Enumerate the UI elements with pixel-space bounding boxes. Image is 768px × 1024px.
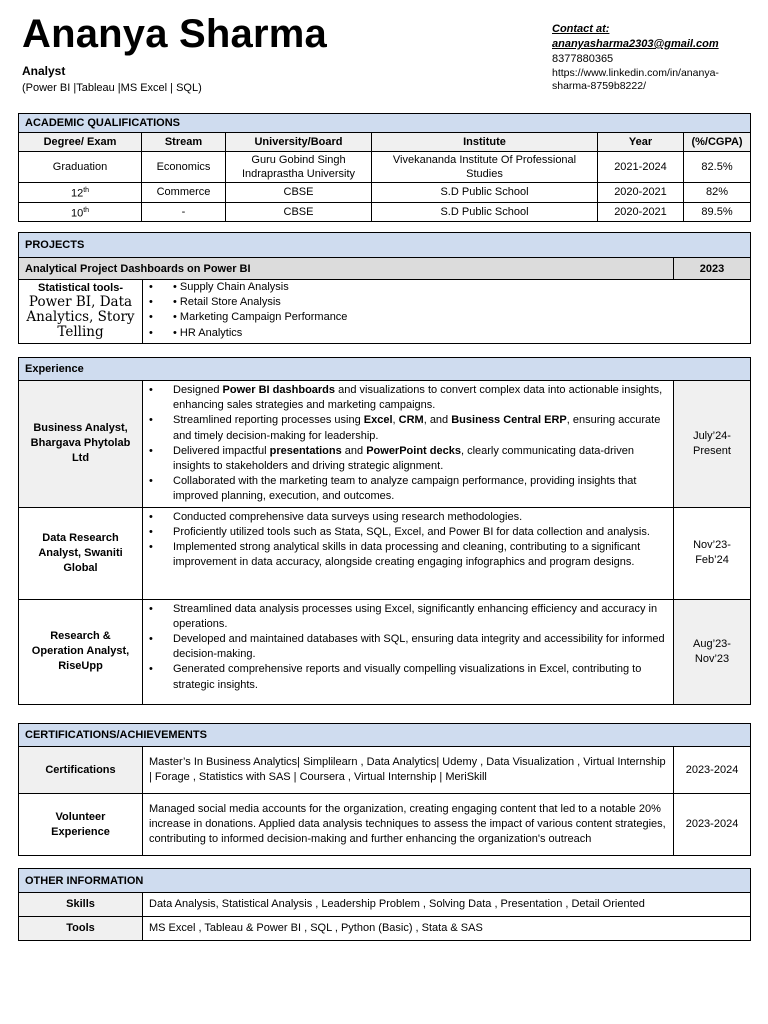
stream-cell: Economics [142, 152, 226, 183]
text-run: Designed [173, 384, 223, 396]
score-cell: 82.5% [684, 152, 751, 183]
text-run: CRM [398, 414, 424, 427]
project-items-cell [143, 280, 751, 344]
list-item [149, 383, 673, 413]
list-item: • Streamlined data analysis processes using Excel, significantly enhancing efficiency and accuracy in operations. [149, 602, 673, 632]
project-year: 2023 [674, 258, 751, 280]
list-item [149, 444, 673, 474]
certifications-title: CERTIFICATIONS/ACHIEVEMENTS [19, 724, 751, 747]
col-header: Stream [142, 133, 226, 152]
list-item: • • Supply Chain Analysis [149, 280, 750, 295]
job-bullets [143, 600, 673, 695]
degree-cell [19, 202, 142, 222]
contact-linkedin-link[interactable] [552, 67, 752, 93]
text-run: PowerPoint decks [366, 444, 461, 457]
list-item: • Collaborated with the marketing team to analyze campaign performance, providing insights that improved planning, execution, and outcomes. [149, 474, 673, 504]
table-row [19, 917, 751, 941]
list-item [149, 413, 673, 443]
board-cell: CBSE [226, 183, 372, 203]
score-cell: 89.5% [684, 202, 751, 222]
text-run: Delivered impactful [173, 444, 270, 457]
text-run: Streamlined reporting processes using [173, 414, 364, 427]
board-cell: CBSE [226, 202, 372, 222]
list-item: • Conducted comprehensive data surveys using research methodologies. [149, 510, 673, 525]
degree-cell [19, 183, 142, 203]
institute-cell: S.D Public School [372, 183, 598, 203]
table-row [19, 507, 751, 599]
stream-cell: - [142, 202, 226, 222]
contact-phone: 8377880365 [552, 53, 614, 65]
project-tools-value: Power BI, Data Analytics, Story Telling [26, 294, 135, 341]
job-period: Aug’23- Nov’23 [674, 599, 751, 704]
skills-label: Skills [19, 893, 143, 917]
list-item: • • HR Analytics [149, 326, 750, 341]
institute-cell: S.D Public School [372, 202, 598, 222]
table-row [19, 183, 751, 203]
board-cell: Guru Gobind Singh Indraprastha University [226, 152, 372, 183]
table-row [19, 202, 751, 222]
other-info-title: OTHER INFORMATION [19, 869, 751, 893]
academics-title: ACADEMIC QUALIFICATIONS [19, 114, 751, 133]
table-row [19, 152, 751, 183]
job-bullets-cell [143, 381, 674, 508]
degree-sup: th [83, 206, 90, 214]
cert-label: Volunteer Experience [19, 794, 143, 856]
project-items-list [143, 280, 750, 343]
list-item: • • Marketing Campaign Performance [149, 310, 750, 325]
text-run: , clearly communicating data-driven insights to stakeholders and driving strategic alignment. [173, 444, 634, 473]
experience-table [18, 357, 751, 705]
projects-table [18, 232, 751, 344]
job-role: Data Research Analyst, Swaniti Global [19, 507, 143, 599]
degree-cell: Graduation [19, 152, 142, 183]
cert-text: Managed social media accounts for the organization, creating engaging content that led to a notable 20% increase in donations. Applied data analysis techniques to assess the impact of various content strategies, contributing to informed decision-making and further enhancing the organization's outreach [143, 794, 674, 856]
linkedin-line-1: https://www.linkedin.com/in/ananya- [552, 67, 719, 79]
table-row [19, 747, 751, 794]
text-run: and [341, 444, 367, 457]
col-header: (%/CGPA) [684, 133, 751, 152]
tools-value: MS Excel , Tableau & Power BI , SQL , Python (Basic) , Stata & SAS [143, 917, 751, 941]
list-item: • Proficiently utilized tools such as Stata, SQL, Excel, and Power BI for data collection and analysis. [149, 525, 673, 540]
col-header: Degree/ Exam [19, 133, 142, 152]
table-row [19, 794, 751, 856]
linkedin-line-2: sharma-8759b8222/ [552, 80, 646, 92]
certifications-table [18, 723, 751, 856]
stream-cell: Commerce [142, 183, 226, 203]
contact-email-link[interactable]: ananyasharma2303@gmail.com [552, 38, 719, 50]
list-item: • • Retail Store Analysis [149, 295, 750, 310]
text-run: Excel [363, 414, 393, 427]
cert-period: 2023-2024 [674, 747, 751, 794]
project-tools-cell [19, 280, 143, 344]
other-info-table [18, 868, 751, 941]
table-row [19, 893, 751, 917]
institute-cell: Vivekananda Institute Of Professional Studies [372, 152, 598, 183]
year-cell: 2020-2021 [598, 202, 684, 222]
contact-block [552, 22, 752, 93]
job-bullets-cell [143, 507, 674, 599]
academics-header-row [19, 133, 751, 152]
experience-title: Experience [19, 358, 751, 381]
projects-title: PROJECTS [19, 233, 751, 258]
score-cell: 82% [684, 183, 751, 203]
cert-text: Master’s In Business Analytics| Simplilearn , Data Analytics| Udemy , Data Visualization , Virtual Internship | Forage , Statistics with SAS | Coursera , Virtual Internship | MeriSkill [143, 747, 674, 794]
list-item: • Generated comprehensive reports and visually compelling visualizations in Excel, contributing to strategic insights. [149, 662, 673, 692]
job-period: Nov’23- Feb’24 [674, 507, 751, 599]
year-cell: 2021-2024 [598, 152, 684, 183]
tools-label: Tools [19, 917, 143, 941]
job-bullets-cell [143, 599, 674, 704]
academics-table [18, 113, 751, 222]
job-role: Research & Operation Analyst, RiseUpp [19, 599, 143, 704]
year-cell: 2020-2021 [598, 183, 684, 203]
contact-label: Contact at: [552, 23, 610, 35]
job-role: Business Analyst, Bhargava Phytolab Ltd [19, 381, 143, 508]
candidate-name: Ananya Sharma [22, 12, 327, 56]
project-tools-label: Statistical tools- [38, 282, 123, 295]
degree-text: 12 [70, 187, 84, 200]
text-run: Power BI dashboards [222, 384, 336, 396]
degree-text: 10 [70, 207, 84, 220]
text-run: presentations [269, 444, 342, 457]
project-title: Analytical Project Dashboards on Power BI [19, 258, 674, 280]
text-run: , [392, 414, 399, 427]
text-run: , ensuring accurate and timely decision-making for leadership. [173, 414, 661, 442]
candidate-role: Analyst [22, 64, 66, 78]
degree-sup: th [83, 187, 90, 194]
text-run: and visualizations to convert complex data into actionable insights, enhancing sales strategies and marketing campaigns. [173, 384, 663, 412]
col-header: University/Board [226, 133, 372, 152]
col-header: Year [598, 133, 684, 152]
job-bullets [143, 381, 673, 507]
table-row [19, 599, 751, 704]
cert-period: 2023-2024 [674, 794, 751, 856]
list-item: • Implemented strong analytical skills in data processing and cleaning, contributing to a significant improvement in data accuracy, alongside creating engaging infographics and program designs. [149, 540, 673, 570]
text-run: , and [423, 414, 452, 427]
table-row [19, 381, 751, 508]
candidate-tools: (Power BI |Tableau |MS Excel | SQL) [22, 82, 202, 94]
skills-value: Data Analysis, Statistical Analysis , Leadership Problem , Solving Data , Presentation , Detail Oriented [143, 893, 751, 917]
list-item: • Developed and maintained databases with SQL, ensuring data integrity and accessibility for informed decision-making. [149, 632, 673, 662]
cert-label: Certifications [19, 747, 143, 794]
col-header: Institute [372, 133, 598, 152]
text-run: Business Central ERP [451, 414, 567, 427]
job-bullets [143, 508, 673, 573]
job-period: July’24- Present [674, 381, 751, 508]
